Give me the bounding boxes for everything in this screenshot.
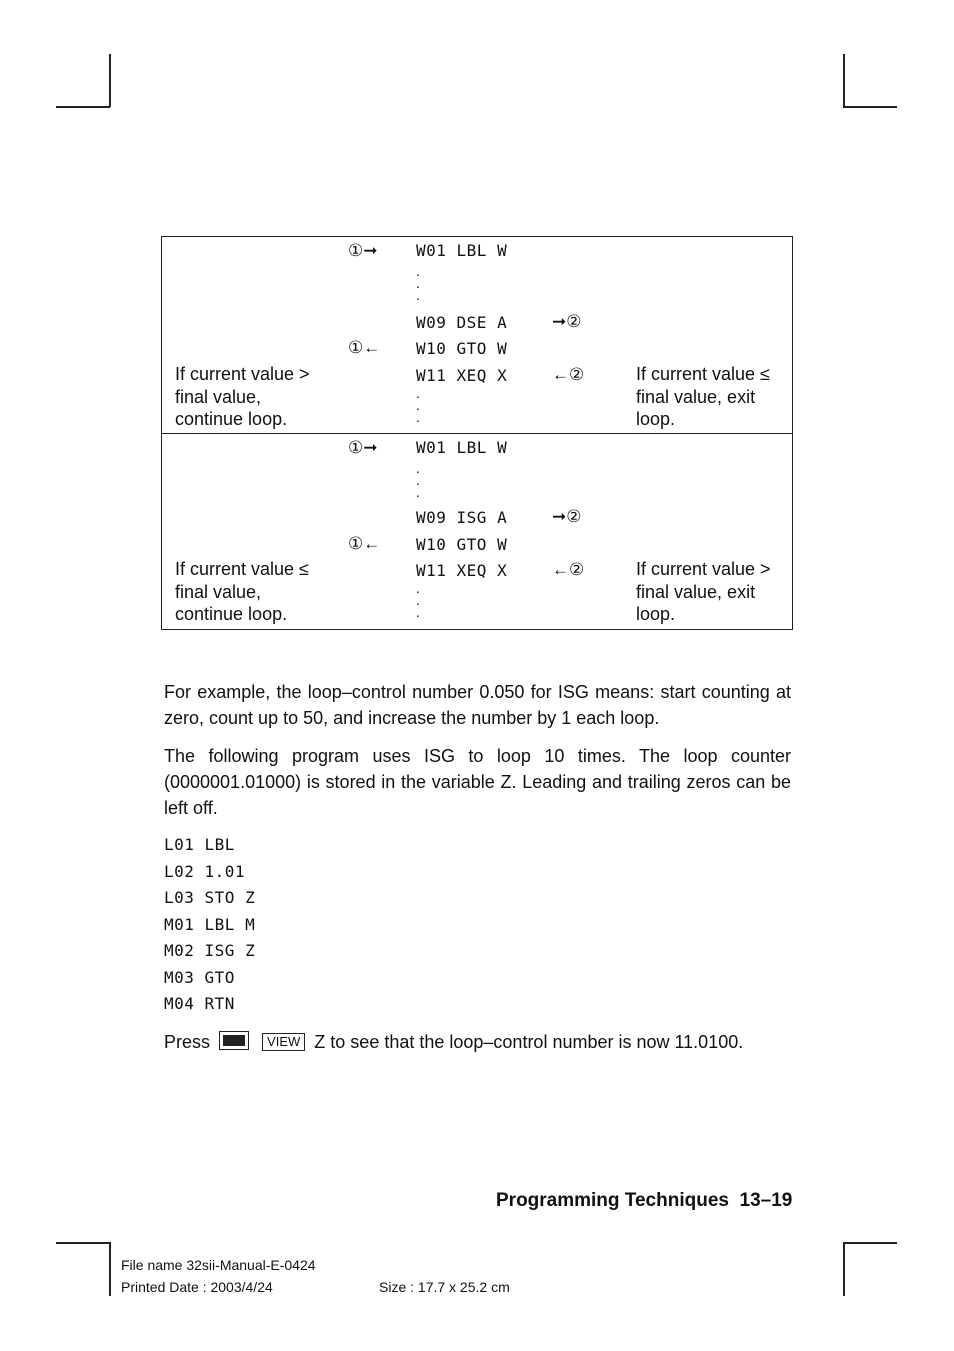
press-suffix: Z to see that the loop–control number is now 11.0100. [314, 1032, 744, 1052]
program-line: M03 GTO [164, 967, 235, 987]
press-instruction [164, 1031, 743, 1053]
program-line: W11 XEQ X [416, 561, 508, 580]
ellipsis-dots: . . . [416, 460, 420, 500]
crop-mark-bottom-left-v [109, 1242, 111, 1296]
marker-start: ①➞ [348, 241, 378, 260]
program-line: L03 STO Z [164, 888, 256, 907]
shift-key-icon [219, 1031, 249, 1050]
program-line: W11 XEQ X [416, 366, 508, 385]
program-line: W01 LBL W [416, 241, 508, 260]
loop-table-isg [161, 433, 793, 630]
right-description: If current value ≤ final value, exit loop. [636, 364, 770, 429]
program-line: L02 1.01 [164, 861, 246, 881]
marker-exit-target: ←② [552, 560, 585, 579]
left-description: If current value > final value, continue loop. [175, 364, 310, 429]
program-line: L01 LBL [164, 835, 235, 854]
crop-mark-bottom-left-h [56, 1242, 110, 1244]
program-line: W10 GTO W [416, 535, 508, 554]
marker-start: ①➞ [348, 438, 378, 457]
section-title: Programming Techniques [496, 1190, 729, 1211]
program-listing [164, 835, 255, 1021]
footer-size: Size : 17.7 x 25.2 cm [379, 1279, 510, 1295]
paragraph-program-intro: The following program uses ISG to loop 10 times. The loop counter (0000001.01000) is stored in the variable Z. Leading and trailing zeros can be left off. [164, 746, 791, 818]
crop-mark-top-right-h [843, 106, 897, 108]
program-line: W09 DSE A [416, 313, 508, 332]
footer-printed-date: Printed Date : 2003/4/24 [121, 1279, 273, 1295]
program-line: M02 ISG Z [164, 941, 256, 960]
program-line: W09 ISG A [416, 508, 508, 527]
marker-exit: ➞② [552, 312, 582, 331]
left-description: If current value ≤ final value, continue loop. [175, 559, 309, 624]
marker-loop-back: ①← [348, 338, 381, 357]
marker-exit: ➞② [552, 507, 582, 526]
right-description: If current value > final value, exit loop. [636, 559, 771, 624]
crop-mark-bottom-right-v [843, 1242, 845, 1296]
marker-loop-back: ①← [348, 534, 381, 553]
crop-mark-top-left-h [56, 106, 110, 108]
program-line: M04 RTN [164, 994, 235, 1013]
program-line: W01 LBL W [416, 438, 508, 457]
ellipsis-dots: . . . [416, 580, 420, 620]
footer-file-name: File name 32sii-Manual-E-0424 [121, 1257, 316, 1273]
program-line: W10 GTO W [416, 339, 508, 358]
crop-mark-top-right-v [843, 54, 845, 107]
view-key: VIEW [262, 1033, 305, 1051]
ellipsis-dots: . . . [416, 385, 420, 425]
paragraph-example: For example, the loop–control number 0.050 for ISG means: start counting at zero, count up to 50, and increase the number by 1 each loop. [164, 682, 791, 728]
page-number: 13–19 [739, 1190, 793, 1211]
marker-exit-target: ←② [552, 365, 585, 384]
crop-mark-bottom-right-h [843, 1242, 897, 1244]
crop-mark-top-left-v [109, 54, 111, 107]
ellipsis-dots: . . . [416, 263, 420, 303]
loop-table-dse [161, 236, 793, 434]
page-running-title [496, 1190, 792, 1212]
program-line: M01 LBL M [164, 914, 256, 934]
press-prefix: Press [164, 1032, 211, 1052]
